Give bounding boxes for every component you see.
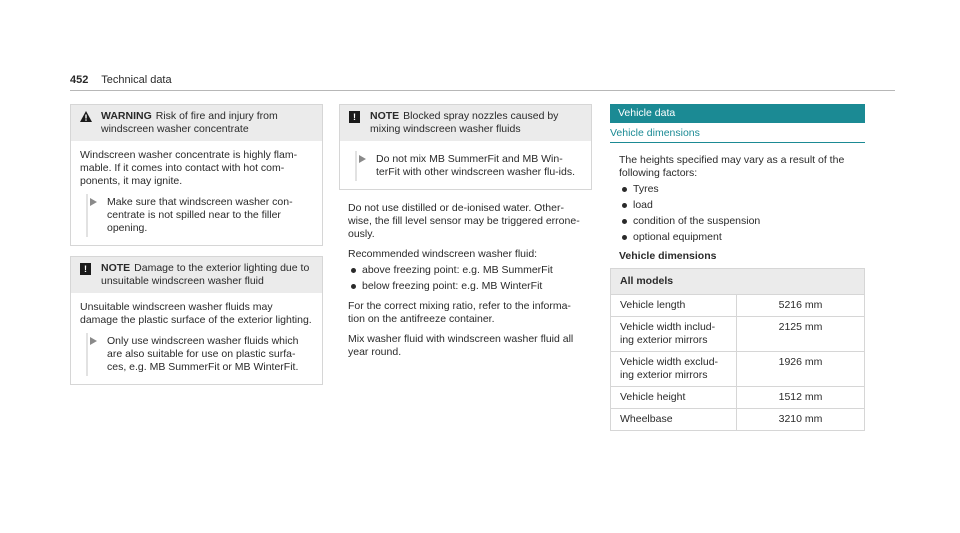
note-label: NOTE xyxy=(101,262,131,274)
row-value: 2125 mm xyxy=(737,317,865,352)
row-label: Vehicle length xyxy=(611,295,737,317)
list-item: below freezing point: e.g. MB WinterFit xyxy=(348,280,583,293)
dimensions-table xyxy=(610,268,865,431)
section-title: Technical data xyxy=(101,74,172,86)
row-label: Vehicle width exclud-ing exterior mirrors xyxy=(611,352,737,387)
note-box-lighting-header xyxy=(71,257,322,293)
table-header: All models xyxy=(611,269,865,295)
warning-triangle-icon xyxy=(80,111,92,122)
column-left xyxy=(70,104,323,385)
table-header-row xyxy=(611,269,865,295)
warning-step-text: Make sure that windscreen washer con-centrate is not spilled near to the filler opening. xyxy=(107,196,293,234)
note-step xyxy=(349,153,582,179)
warning-text: Windscreen washer concentrate is highly flam-mable. If it comes into contact with hot com-ponents, it may ignite. xyxy=(80,149,298,187)
note-label: NOTE xyxy=(370,110,400,122)
vehicle-intro xyxy=(610,154,865,263)
note-box-nozzles-header xyxy=(340,105,591,141)
recommended-label: Recommended windscreen washer fluid: xyxy=(348,248,538,260)
note-text: Unsuitable windscreen washer fluids may damage the plastic surface of the exterior lighting. xyxy=(80,301,312,326)
page-header xyxy=(70,74,895,88)
table-title: Vehicle dimensions xyxy=(619,250,717,262)
row-value: 3210 mm xyxy=(737,409,865,431)
table-row xyxy=(611,295,865,317)
table-row xyxy=(611,317,865,352)
vehicle-dimensions-subheading: Vehicle dimensions xyxy=(610,127,865,143)
note-headline: Blocked spray nozzles caused by mixing windscreen washer fluids xyxy=(370,110,559,135)
page-number: 452 xyxy=(70,74,89,86)
step-bar xyxy=(86,333,88,376)
step-bar xyxy=(86,194,88,237)
warning-label: WARNING xyxy=(101,110,152,122)
row-value: 5216 mm xyxy=(737,295,865,317)
arrow-right-icon xyxy=(90,337,97,345)
arrow-right-icon xyxy=(359,155,366,163)
note-step-text: Do not mix MB SummerFit and MB Win-terFit with other windscreen washer flu-ids. xyxy=(376,153,575,178)
note-box-nozzles-body xyxy=(340,141,591,189)
list-item: Tyres xyxy=(619,183,856,196)
exclamation-icon: ! xyxy=(349,111,360,123)
row-label: Wheelbase xyxy=(611,409,737,431)
row-label: Vehicle height xyxy=(611,387,737,409)
list-item: load xyxy=(619,199,856,212)
note-box-lighting-body xyxy=(71,293,322,384)
middle-text xyxy=(339,202,592,359)
table-row xyxy=(611,352,865,387)
note-box-lighting xyxy=(70,256,323,385)
warning-step xyxy=(80,196,313,235)
warning-box xyxy=(70,104,323,246)
mixing-ratio-text: For the correct mixing ratio, refer to the informa-tion on the antifreeze container. xyxy=(348,300,571,325)
table-row xyxy=(611,409,865,431)
list-item: condition of the suspension xyxy=(619,215,856,228)
row-label: Vehicle width includ-ing exterior mirrors xyxy=(611,317,737,352)
list-item: optional equipment xyxy=(619,231,856,244)
note-step-text: Only use windscreen washer fluids which are also suitable for use on plastic surfa-ces, e.g. MB SummerFit or MB WinterFit. xyxy=(107,335,299,373)
note-step xyxy=(80,335,313,374)
intro-text: The heights specified may vary as a result of the following factors: xyxy=(619,154,845,179)
factors-list xyxy=(619,183,856,244)
step-bar xyxy=(355,151,357,181)
mix-text: Mix washer fluid with windscreen washer fluid all year round. xyxy=(348,333,574,358)
recommended-list xyxy=(348,264,583,293)
warning-box-body xyxy=(71,141,322,245)
vehicle-data-heading: Vehicle data xyxy=(610,104,865,123)
exclamation-icon: ! xyxy=(80,263,91,275)
warning-box-header xyxy=(71,105,322,141)
table-row xyxy=(611,387,865,409)
column-right xyxy=(610,104,865,431)
water-warning-text: Do not use distilled or de-ionised water. Other-wise, the fill level sensor may be triggered errone-ously. xyxy=(348,202,580,240)
row-value: 1926 mm xyxy=(737,352,865,387)
arrow-right-icon xyxy=(90,198,97,206)
note-headline: Damage to the exterior lighting due to unsuitable windscreen washer fluid xyxy=(101,262,310,287)
row-value: 1512 mm xyxy=(737,387,865,409)
header-divider xyxy=(70,90,895,91)
note-box-nozzles xyxy=(339,104,592,190)
warning-headline: Risk of fire and injury from windscreen washer concentrate xyxy=(101,110,278,135)
list-item: above freezing point: e.g. MB SummerFit xyxy=(348,264,583,277)
column-middle xyxy=(339,104,592,359)
